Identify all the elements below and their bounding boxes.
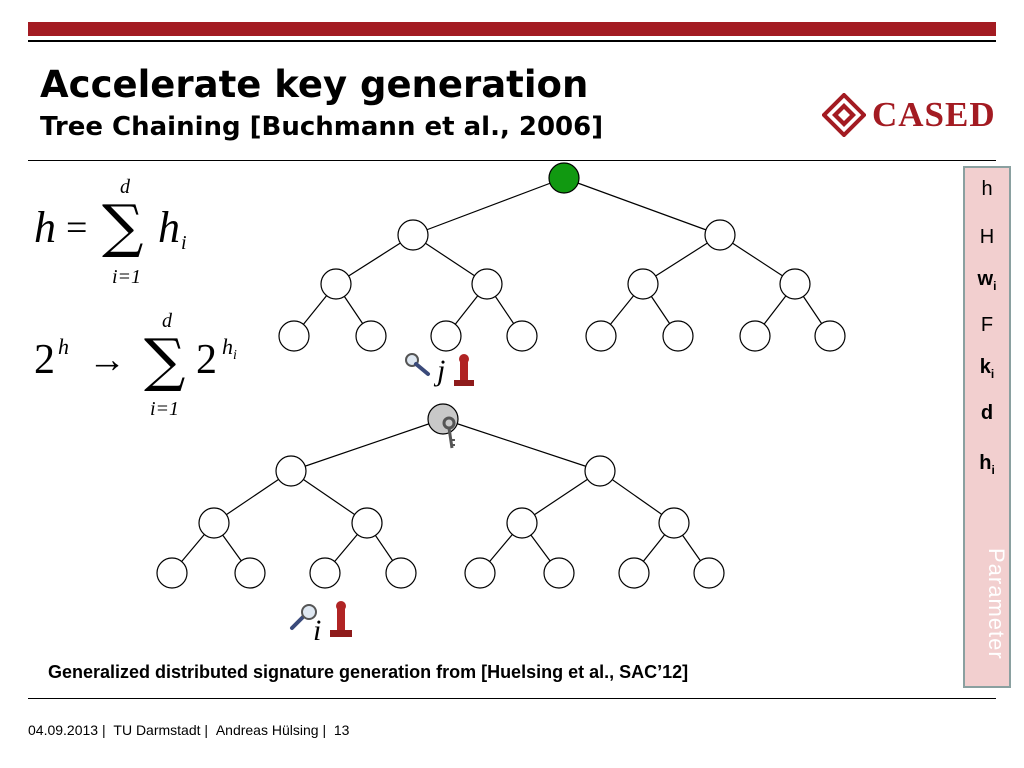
- param-H: H: [979, 226, 995, 248]
- upper-tree-node: [321, 269, 351, 299]
- lower-tree-node: [199, 508, 229, 538]
- upper-tree-node: [705, 220, 735, 250]
- parameter-panel: [963, 166, 1011, 688]
- formula2-sum-lower: i=1: [150, 398, 180, 420]
- upper-tree-node: [356, 321, 386, 351]
- upper-tree-node: [663, 321, 693, 351]
- param-d: d: [980, 402, 994, 424]
- upper-tree-node: [586, 321, 616, 351]
- formula2-term: 2: [196, 337, 217, 383]
- lower-tree-node: [157, 558, 187, 588]
- formula2-term-sup-sub: i: [233, 348, 237, 363]
- upper-leaf-label: j: [437, 354, 446, 387]
- lower-tree-node: [276, 456, 306, 486]
- lower-tree-node: [619, 558, 649, 588]
- pawn-icon: [330, 601, 352, 637]
- lower-tree-node: [507, 508, 537, 538]
- upper-tree-node: [431, 321, 461, 351]
- magnifier-icon: [406, 354, 428, 374]
- slide-subtitle: Tree Chaining [Buchmann et al., 2006]: [40, 112, 604, 142]
- lower-tree-node: [386, 558, 416, 588]
- formula1-sum-upper: d: [120, 176, 130, 198]
- upper-tree-root-node: [549, 163, 579, 193]
- footer-date: 04.09.2013: [28, 722, 99, 738]
- formula2-base: 2: [34, 337, 55, 383]
- footer-separator: |: [98, 722, 114, 738]
- upper-tree-node: [279, 321, 309, 351]
- tree-nodes: [157, 163, 845, 588]
- param-k-i: $k_i$: [979, 356, 995, 381]
- lower-tree-node: [465, 558, 495, 588]
- formula2-sigma: ∑: [144, 326, 186, 394]
- lower-tree-node: [235, 558, 265, 588]
- slide-title: Accelerate key generation: [40, 63, 589, 106]
- formula1-lhs: h: [34, 203, 56, 252]
- formula2-sum-upper: d: [162, 310, 172, 332]
- formula1-equals: =: [66, 207, 88, 249]
- footer-author: Andreas Hülsing: [215, 722, 319, 738]
- lower-tree-edge: [291, 419, 443, 471]
- formula1-sum-lower: i=1: [112, 266, 142, 288]
- footer-rule: [28, 698, 996, 699]
- lower-tree-node: [544, 558, 574, 588]
- param-w-i: $w_i$: [977, 268, 997, 293]
- parameter-vertical-label: Parameter: [984, 548, 1009, 660]
- lower-tree-node: [352, 508, 382, 538]
- lower-tree-node: [659, 508, 689, 538]
- footer-institution: TU Darmstadt: [113, 722, 201, 738]
- footer-separator: |: [200, 722, 216, 738]
- upper-tree-node: [628, 269, 658, 299]
- param-h-i: $h_i$: [979, 452, 995, 477]
- upper-tree-node: [780, 269, 810, 299]
- logo-wordmark: CASED: [872, 95, 996, 134]
- param-F: F: [980, 314, 994, 336]
- upper-tree-edge: [564, 178, 720, 235]
- formula1-term-sub: i: [181, 232, 187, 254]
- upper-tree-edge: [413, 178, 564, 235]
- upper-tree-node: [507, 321, 537, 351]
- upper-tree-node: [472, 269, 502, 299]
- footer-page-number: 13: [333, 722, 350, 738]
- upper-tree-node: [740, 321, 770, 351]
- param-h: h: [981, 178, 993, 200]
- formula2-base-sup: h: [58, 334, 69, 359]
- lower-tree-node: [310, 558, 340, 588]
- upper-tree-node: [398, 220, 428, 250]
- slide-caption: Generalized distributed signature generation from [Huelsing et al., SAC’12]: [48, 662, 689, 682]
- lower-tree-edge: [443, 419, 600, 471]
- footer-separator: |: [318, 722, 334, 738]
- footer: [28, 722, 349, 738]
- lower-tree-node: [585, 456, 615, 486]
- formula1-sigma: ∑: [102, 192, 144, 260]
- lower-tree-node: [694, 558, 724, 588]
- pawn-icon: [454, 354, 474, 386]
- formula1-term: h: [158, 203, 180, 252]
- upper-tree-node: [815, 321, 845, 351]
- formula2-term-sup: h: [222, 334, 233, 359]
- formula2-arrow: →: [88, 339, 126, 381]
- lower-leaf-label: i: [313, 614, 322, 647]
